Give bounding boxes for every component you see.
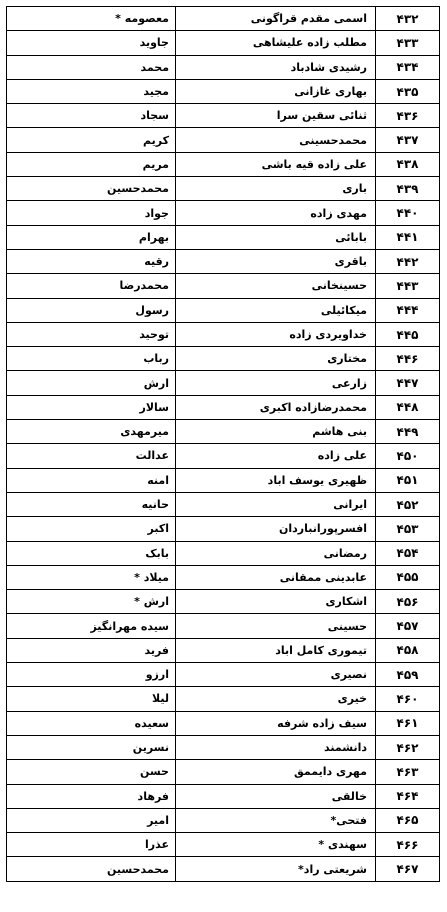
first-name-cell: عذرا — [7, 833, 176, 856]
last-name-cell: ظهیری یوسف اباد — [176, 469, 376, 492]
table-row — [7, 590, 440, 614]
last-name-cell: رشیدی شادباد — [176, 56, 376, 79]
last-name-cell: باقری — [176, 250, 376, 273]
first-name-cell: ارزو — [7, 663, 176, 686]
row-number: ۴۶۱ — [376, 712, 440, 735]
row-number: ۴۵۶ — [376, 590, 440, 613]
first-name-cell: جاوید — [7, 31, 176, 54]
table-row — [7, 760, 440, 784]
last-name-cell: حسینخانی — [176, 274, 376, 297]
row-number: ۴۴۴ — [376, 299, 440, 322]
last-name-cell: مختاری — [176, 347, 376, 370]
table-row — [7, 420, 440, 444]
row-number: ۴۶۵ — [376, 809, 440, 832]
row-number: ۴۵۹ — [376, 663, 440, 686]
last-name-cell: اسمی مقدم قراگونی — [176, 7, 376, 30]
row-number: ۴۶۴ — [376, 785, 440, 808]
row-number: ۴۵۱ — [376, 469, 440, 492]
row-number: ۴۳۶ — [376, 104, 440, 127]
table-row — [7, 517, 440, 541]
first-name-cell: مجید — [7, 80, 176, 103]
last-name-cell: محمدرضازاده اکبری — [176, 396, 376, 419]
table-row — [7, 7, 440, 31]
last-name-cell: بنی هاشم — [176, 420, 376, 443]
last-name-cell: ایرانی — [176, 493, 376, 516]
names-table — [6, 6, 440, 882]
table-row — [7, 614, 440, 638]
row-number: ۴۳۴ — [376, 56, 440, 79]
table-row — [7, 104, 440, 128]
last-name-cell: خیری — [176, 687, 376, 710]
table-row — [7, 396, 440, 420]
last-name-cell: ثنائی سقین سرا — [176, 104, 376, 127]
table-row — [7, 299, 440, 323]
row-number: ۴۳۷ — [376, 128, 440, 151]
first-name-cell: ارش — [7, 371, 176, 394]
first-name-cell: کریم — [7, 128, 176, 151]
last-name-cell: نصیری — [176, 663, 376, 686]
row-number: ۴۵۸ — [376, 639, 440, 662]
last-name-cell: عابدینی ممقانی — [176, 566, 376, 589]
first-name-cell: محمدرضا — [7, 274, 176, 297]
first-name-cell: رسول — [7, 299, 176, 322]
last-name-cell: زارعی — [176, 371, 376, 394]
row-number: ۴۴۹ — [376, 420, 440, 443]
first-name-cell: عدالت — [7, 444, 176, 467]
table-row — [7, 274, 440, 298]
table-row — [7, 857, 440, 881]
last-name-cell: سیف زاده شرفه — [176, 712, 376, 735]
last-name-cell: میکائیلی — [176, 299, 376, 322]
last-name-cell: علی زاده قیه باشی — [176, 153, 376, 176]
first-name-cell: سجاد — [7, 104, 176, 127]
first-name-cell: معصومه * — [7, 7, 176, 30]
first-name-cell: محمد — [7, 56, 176, 79]
table-row — [7, 493, 440, 517]
table-row — [7, 56, 440, 80]
row-number: ۴۴۸ — [376, 396, 440, 419]
first-name-cell: محمدحسین — [7, 177, 176, 200]
table-row — [7, 639, 440, 663]
last-name-cell: خالقی — [176, 785, 376, 808]
first-name-cell: نسرین — [7, 736, 176, 759]
first-name-cell: توحید — [7, 323, 176, 346]
last-name-cell: فتحی* — [176, 809, 376, 832]
first-name-cell: ارش * — [7, 590, 176, 613]
last-name-cell: حسینی — [176, 614, 376, 637]
row-number: ۴۴۷ — [376, 371, 440, 394]
first-name-cell: میلاد * — [7, 566, 176, 589]
row-number: ۴۴۱ — [376, 226, 440, 249]
first-name-cell: سالار — [7, 396, 176, 419]
table-row — [7, 128, 440, 152]
last-name-cell: خداویردی زاده — [176, 323, 376, 346]
first-name-cell: حسن — [7, 760, 176, 783]
last-name-cell: اشکاری — [176, 590, 376, 613]
row-number: ۴۶۲ — [376, 736, 440, 759]
first-name-cell: لیلا — [7, 687, 176, 710]
table-row — [7, 371, 440, 395]
row-number: ۴۵۲ — [376, 493, 440, 516]
row-number: ۴۵۷ — [376, 614, 440, 637]
table-row — [7, 785, 440, 809]
table-row — [7, 80, 440, 104]
first-name-cell: اکبر — [7, 517, 176, 540]
table-row — [7, 833, 440, 857]
row-number: ۴۳۹ — [376, 177, 440, 200]
first-name-cell: بهرام — [7, 226, 176, 249]
row-number: ۴۳۸ — [376, 153, 440, 176]
row-number: ۴۴۵ — [376, 323, 440, 346]
first-name-cell: امنه — [7, 469, 176, 492]
first-name-cell: محمدحسین — [7, 857, 176, 880]
table-row — [7, 469, 440, 493]
table-row — [7, 444, 440, 468]
table-row — [7, 226, 440, 250]
last-name-cell: باری — [176, 177, 376, 200]
first-name-cell: مریم — [7, 153, 176, 176]
last-name-cell: شریعتی راد* — [176, 857, 376, 880]
table-row — [7, 347, 440, 371]
row-number: ۴۳۲ — [376, 7, 440, 30]
row-number: ۴۴۶ — [376, 347, 440, 370]
row-number: ۴۳۳ — [376, 31, 440, 54]
table-row — [7, 201, 440, 225]
table-row — [7, 809, 440, 833]
row-number: ۴۴۲ — [376, 250, 440, 273]
first-name-cell: فرهاد — [7, 785, 176, 808]
table-row — [7, 712, 440, 736]
row-number: ۴۶۳ — [376, 760, 440, 783]
last-name-cell: مهری دایممق — [176, 760, 376, 783]
last-name-cell: بابائی — [176, 226, 376, 249]
first-name-cell: سعیده — [7, 712, 176, 735]
table-row — [7, 177, 440, 201]
row-number: ۴۶۶ — [376, 833, 440, 856]
table-row — [7, 31, 440, 55]
table-row — [7, 542, 440, 566]
first-name-cell: فرید — [7, 639, 176, 662]
row-number: ۴۵۳ — [376, 517, 440, 540]
row-number: ۴۵۴ — [376, 542, 440, 565]
last-name-cell: افسرپورانباردان — [176, 517, 376, 540]
last-name-cell: سهندی * — [176, 833, 376, 856]
table-row — [7, 736, 440, 760]
row-number: ۴۶۷ — [376, 857, 440, 880]
table-row — [7, 566, 440, 590]
row-number: ۴۴۳ — [376, 274, 440, 297]
row-number: ۴۶۰ — [376, 687, 440, 710]
last-name-cell: علی زاده — [176, 444, 376, 467]
row-number: ۴۳۵ — [376, 80, 440, 103]
last-name-cell: رمضانی — [176, 542, 376, 565]
first-name-cell: حانیه — [7, 493, 176, 516]
first-name-cell: جواد — [7, 201, 176, 224]
last-name-cell: محمدحسینی — [176, 128, 376, 151]
last-name-cell: مطلب زاده علیشاهی — [176, 31, 376, 54]
last-name-cell: دانشمند — [176, 736, 376, 759]
row-number: ۴۵۵ — [376, 566, 440, 589]
table-row — [7, 687, 440, 711]
first-name-cell: امیر — [7, 809, 176, 832]
first-name-cell: سیده مهرانگیز — [7, 614, 176, 637]
table-row — [7, 663, 440, 687]
first-name-cell: بابک — [7, 542, 176, 565]
first-name-cell: رباب — [7, 347, 176, 370]
first-name-cell: رقیه — [7, 250, 176, 273]
last-name-cell: تیموری کامل اباد — [176, 639, 376, 662]
row-number: ۴۵۰ — [376, 444, 440, 467]
row-number: ۴۴۰ — [376, 201, 440, 224]
table-row — [7, 153, 440, 177]
table-row — [7, 323, 440, 347]
first-name-cell: میرمهدی — [7, 420, 176, 443]
table-row — [7, 250, 440, 274]
last-name-cell: مهدی زاده — [176, 201, 376, 224]
last-name-cell: بهاری غازانی — [176, 80, 376, 103]
